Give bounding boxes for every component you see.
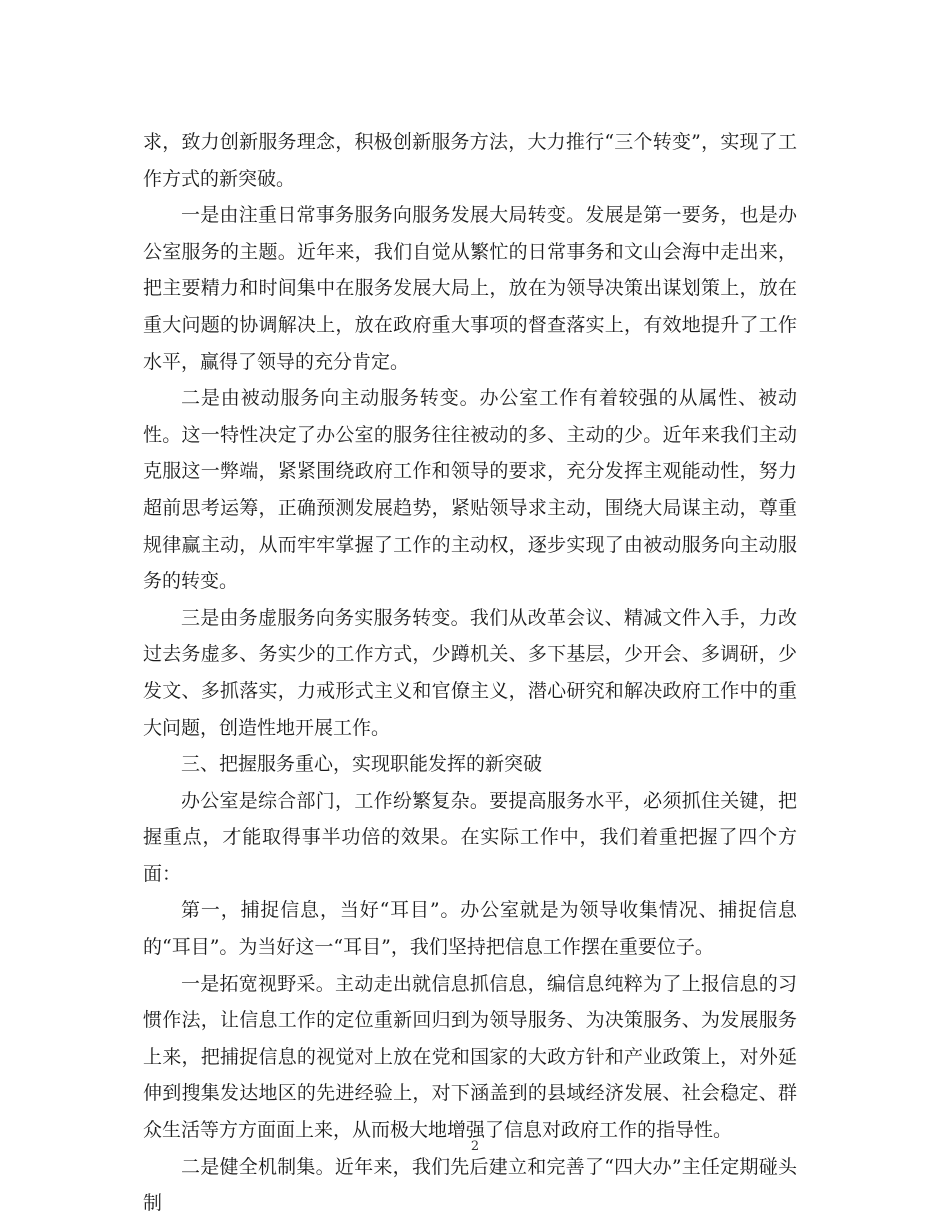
- paragraph-office-overview: 办公室是综合部门，工作纷繁复杂。要提高服务水平，必须抓住关键，把握重点，才能取得事半功倍的效果。在实际工作中，我们着重把握了四个方面：: [143, 789, 797, 885]
- page-number: 2: [470, 1139, 480, 1154]
- document-body: [143, 124, 797, 1222]
- section-heading: 三、把握服务重心，实现职能发挥的新突破: [181, 753, 543, 776]
- paragraph-broaden-vision: 一是拓宽视野采。主动走出就信息抓信息，编信息纯粹为了上报信息的习惯作法，让信息工作的定位重新回归到为领导服务、为决策服务、为发展服务上来，把捕捉信息的视觉对上放在党和国家的大政方针和产业政策上，对外延伸到搜集发达地区的先进经验上，对下涵盖到的县域经济发展、社会稳定、群众生活等方方面面上来，从而极大地增强了信息对政府工作的指导性。: [143, 972, 797, 1142]
- paragraph-continuation: 求，致力创新服务理念，积极创新服务方法，大力推行“三个转变”，实现了工作方式的新突破。: [143, 131, 797, 190]
- paragraph-first-information: 第一，捕捉信息，当好“耳目”。办公室就是为领导收集情况、捕捉信息的“耳目”。为当好这一“耳目”，我们坚持把信息工作摆在重要位子。: [143, 899, 797, 959]
- paragraph-shift-to-development: 一是由注重日常事务服务向服务发展大局转变。发展是第一要务，也是办公室服务的主题。近年来，我们自觉从繁忙的日常事务和文山会海中走出来，把主要精力和时间集中在服务发展大局上，放在为领导决策出谋划策上，放在重大问题的协调解决上，放在政府重大事项的督查落实上，有效地提升了工作水平，赢得了领导的充分肯定。: [143, 204, 797, 373]
- paragraph-passive-to-active: 二是由被动服务向主动服务转变。办公室工作有着较强的从属性、被动性。这一特性决定了办公室的服务往往被动的多、主动的少。近年来我们主动克服这一弊端，紧紧围绕政府工作和领导的要求，充分发挥主观能动性，努力超前思考运筹，正确预测发展趋势，紧贴领导求主动，围绕大局谋主动，尊重规律赢主动，从而牢牢掌握了工作的主动权，逐步实现了由被动服务向主动服务的转变。: [143, 387, 797, 593]
- paragraph-abstract-to-practical: 三是由务虚服务向务实服务转变。我们从改革会议、精减文件入手，力改过去务虚多、务实少的工作方式，少蹲机关、多下基层，少开会、多调研，少发文、多抓落实，力戒形式主义和官僚主义，潜心研究和解决政府工作中的重大问题，创造性地开展工作。: [143, 606, 797, 739]
- paragraph-improve-mechanism: 二是健全机制集。近年来，我们先后建立和完善了“四大办”主任定期碰头制: [143, 1155, 797, 1215]
